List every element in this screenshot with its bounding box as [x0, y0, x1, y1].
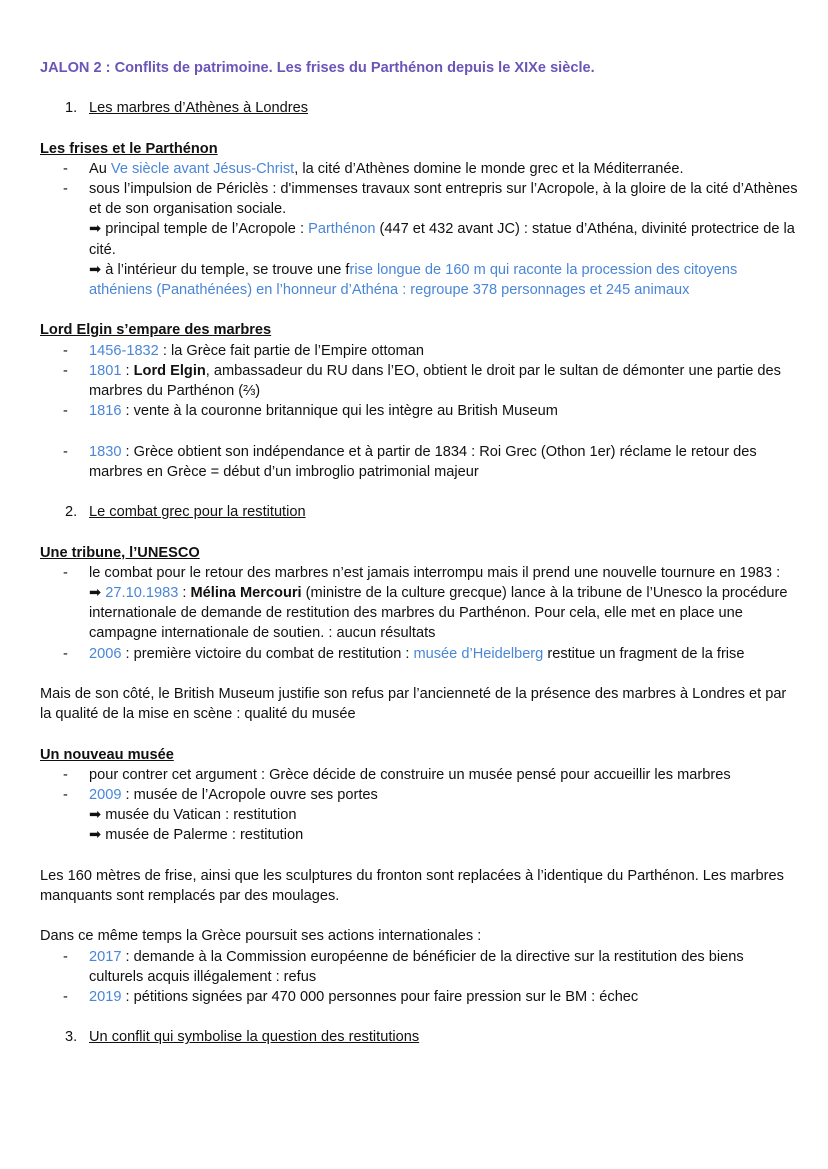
list-item: - 2009 : musée de l’Acropole ouvre ses portes ➡ musée du Vatican : restitution ➡ musée de Palerme : restitution: [63, 786, 378, 844]
document-page: [40, 58, 800, 1048]
list-frises: [40, 159, 800, 300]
list-actions: [40, 947, 800, 1008]
list-elgin: [40, 341, 800, 482]
section-heading-musee: Un nouveau musée: [40, 746, 174, 763]
section-heading-unesco: Une tribune, l’UNESCO: [40, 544, 200, 561]
section-heading-elgin: Lord Elgin s’empare des marbres: [40, 322, 272, 339]
list-item: - 2017 : demande à la Commission européenne de bénéficier de la directive sur la restitution des biens culturels acquis illégalement : refus: [63, 948, 744, 985]
list-item: - pour contrer cet argument : Grèce décide de construire un musée pensé pour accueillir les marbres: [63, 766, 731, 783]
section-heading-frises: Les frises et le Parthénon: [40, 140, 218, 157]
list-item: - 1830 : Grèce obtient son indépendance et à partir de 1834 : Roi Grec (Othon 1er) réclame le retour des marbres en Grèce = début d’un imbroglio patrimonial majeur: [63, 443, 757, 480]
part-heading-1: 1. Les marbres d’Athènes à Londres: [65, 100, 309, 117]
paragraph-british-museum: Mais de son côté, le British Museum justifie son refus par l’ancienneté de la présence des marbres à Londres et par la qualité de la mise en scène : qualité du musée: [40, 685, 787, 723]
arrow-icon: ➡: [89, 827, 102, 844]
document-title: JALON 2 : Conflits de patrimoine. Les frises du Parthénon depuis le XIXe siècle.: [40, 60, 595, 76]
arrow-icon: ➡: [89, 584, 102, 601]
list-item: - sous l’impulsion de Périclès : d'immenses travaux sont entrepris sur l’Acropole, à la gloire de la cité d’Athènes et de son organisation sociale. ➡ principal temple de l’Acropole : Parthénon (447 et 432 avant JC) : statue d’Athéna, divinité protectrice de la cité. ➡ à l’intérieur du temple, se trouve une frise longue de 160 m qui raconte la procession des citoyens athéniens (Panathénées) en l’honneur d’Athéna : regroupe 378 personnages et 245 animaux: [63, 180, 798, 298]
list-item: - 1801 : Lord Elgin, ambassadeur du RU dans l’EO, obtient le droit par le sultan de démonter une partie des marbres du Parthénon (⅔): [63, 362, 781, 399]
paragraph-frise-replacee: Les 160 mètres de frise, ainsi que les sculptures du fronton sont replacées à l’identique du Parthénon. Les marbres manquants sont remplacés par des moulages.: [40, 867, 784, 904]
list-item: - Au Ve siècle avant Jésus-Christ, la cité d’Athènes domine le monde grec et la Méditerranée.: [63, 160, 684, 177]
arrow-icon: ➡: [89, 807, 102, 824]
list-item: - 2006 : première victoire du combat de restitution : musée d’Heidelberg restitue un fragment de la frise: [63, 645, 745, 662]
list-item: - 1816 : vente à la couronne britannique qui les intègre au British Museum: [63, 403, 558, 420]
part-heading-3: 3. Un conflit qui symbolise la question des restitutions: [65, 1029, 420, 1046]
list-unesco: [40, 563, 800, 664]
list-item: - le combat pour le retour des marbres n’est jamais interrompu mais il prend une nouvelle tournure en 1983 : ➡ 27.10.1983 : Mélina Mercouri (ministre de la culture grecque) lance à la tribune de l’Unesco la procédure internationale de demande de restitution des marbres du Parthénon. Pour cela, elle met en place une campagne internationale de soutien. : aucun résultats: [63, 564, 788, 642]
list-item: - 1456-1832 : la Grèce fait partie de l’Empire ottoman: [63, 342, 425, 359]
list-musee: [40, 765, 800, 846]
paragraph-actions-internationales: Dans ce même temps la Grèce poursuit ses actions internationales :: [40, 928, 482, 945]
arrow-icon: ➡: [89, 261, 102, 278]
list-item: - 2019 : pétitions signées par 470 000 personnes pour faire pression sur le BM : échec: [63, 988, 639, 1005]
arrow-icon: ➡: [89, 221, 102, 238]
part-heading-2: 2. Le combat grec pour la restitution: [65, 504, 306, 521]
